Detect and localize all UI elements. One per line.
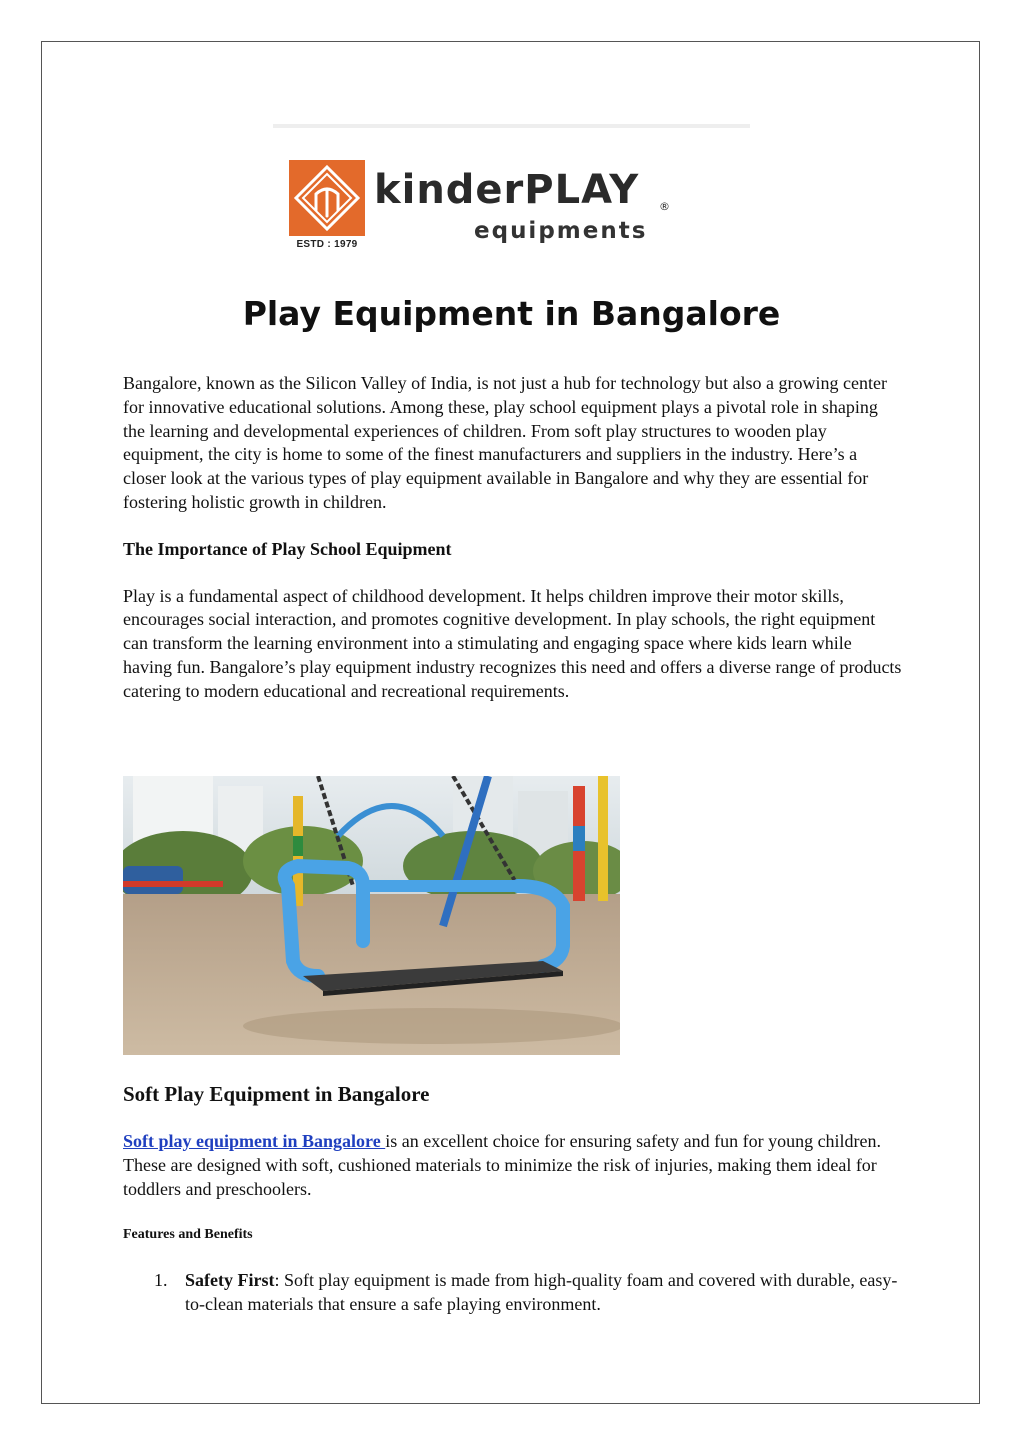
soft-play-paragraph	[123, 1130, 903, 1201]
logo-mark-icon	[289, 160, 365, 236]
top-divider	[273, 124, 750, 128]
logo-established-year: ESTD : 1979	[296, 239, 358, 250]
registered-mark: ®	[659, 200, 670, 213]
features-list	[123, 1269, 903, 1317]
soft-play-heading: Soft Play Equipment in Bangalore	[123, 1082, 430, 1106]
intro-paragraph: Bangalore, known as the Silicon Valley of India, is not just a hub for technology but also a growing center for innovative educational solutions. Among these, play school equipment plays a pivotal role in shaping the learning and developmental experiences of children. From soft play structures to wooden play equipment, the city is home to some of the finest manufacturers and suppliers in the industry. Here’s a closer look at the various types of play equipment available in Bangalore and why they are essential for fostering holistic growth in children.	[123, 373, 888, 512]
feature-title: Safety First	[185, 1270, 275, 1290]
list-number: 1.	[154, 1270, 168, 1290]
soft-play-text: is an excellent choice for ensuring safety and fun for young children. These are designed with soft, cushioned materials to minimize the risk of injuries, making them ideal for toddlers and preschoolers.	[123, 1131, 882, 1199]
article-body	[123, 372, 903, 704]
importance-paragraph: Play is a fundamental aspect of childhood development. It helps children improve their motor skills, encourages social interaction, and promotes cognitive development. In play schools, the right equipment can transform the learning environment into a stimulating and engaging space where kids learn while having fun. Bangalore’s play equipment industry recognizes this need and offers a diverse range of products catering to modern educational and recreational requirements.	[123, 585, 902, 701]
swing-photo	[123, 776, 620, 1055]
logo-brand-name: kinderPLAY	[374, 167, 640, 213]
kinderplay-logo	[289, 160, 679, 260]
importance-heading: The Importance of Play School Equipment	[123, 538, 452, 559]
soft-play-link[interactable]: Soft play equipment in Bangalore	[123, 1131, 386, 1151]
feature-separator: :	[274, 1270, 280, 1290]
list-item	[123, 1269, 903, 1317]
page-title: Play Equipment in Bangalore	[242, 294, 781, 333]
feature-text: Soft play equipment is made from high-quality foam and covered with durable, easy-to-clean materials that ensure a safe playing environment.	[185, 1270, 898, 1314]
logo-subtitle: equipments	[474, 218, 648, 244]
features-heading: Features and Benefits	[123, 1227, 253, 1242]
